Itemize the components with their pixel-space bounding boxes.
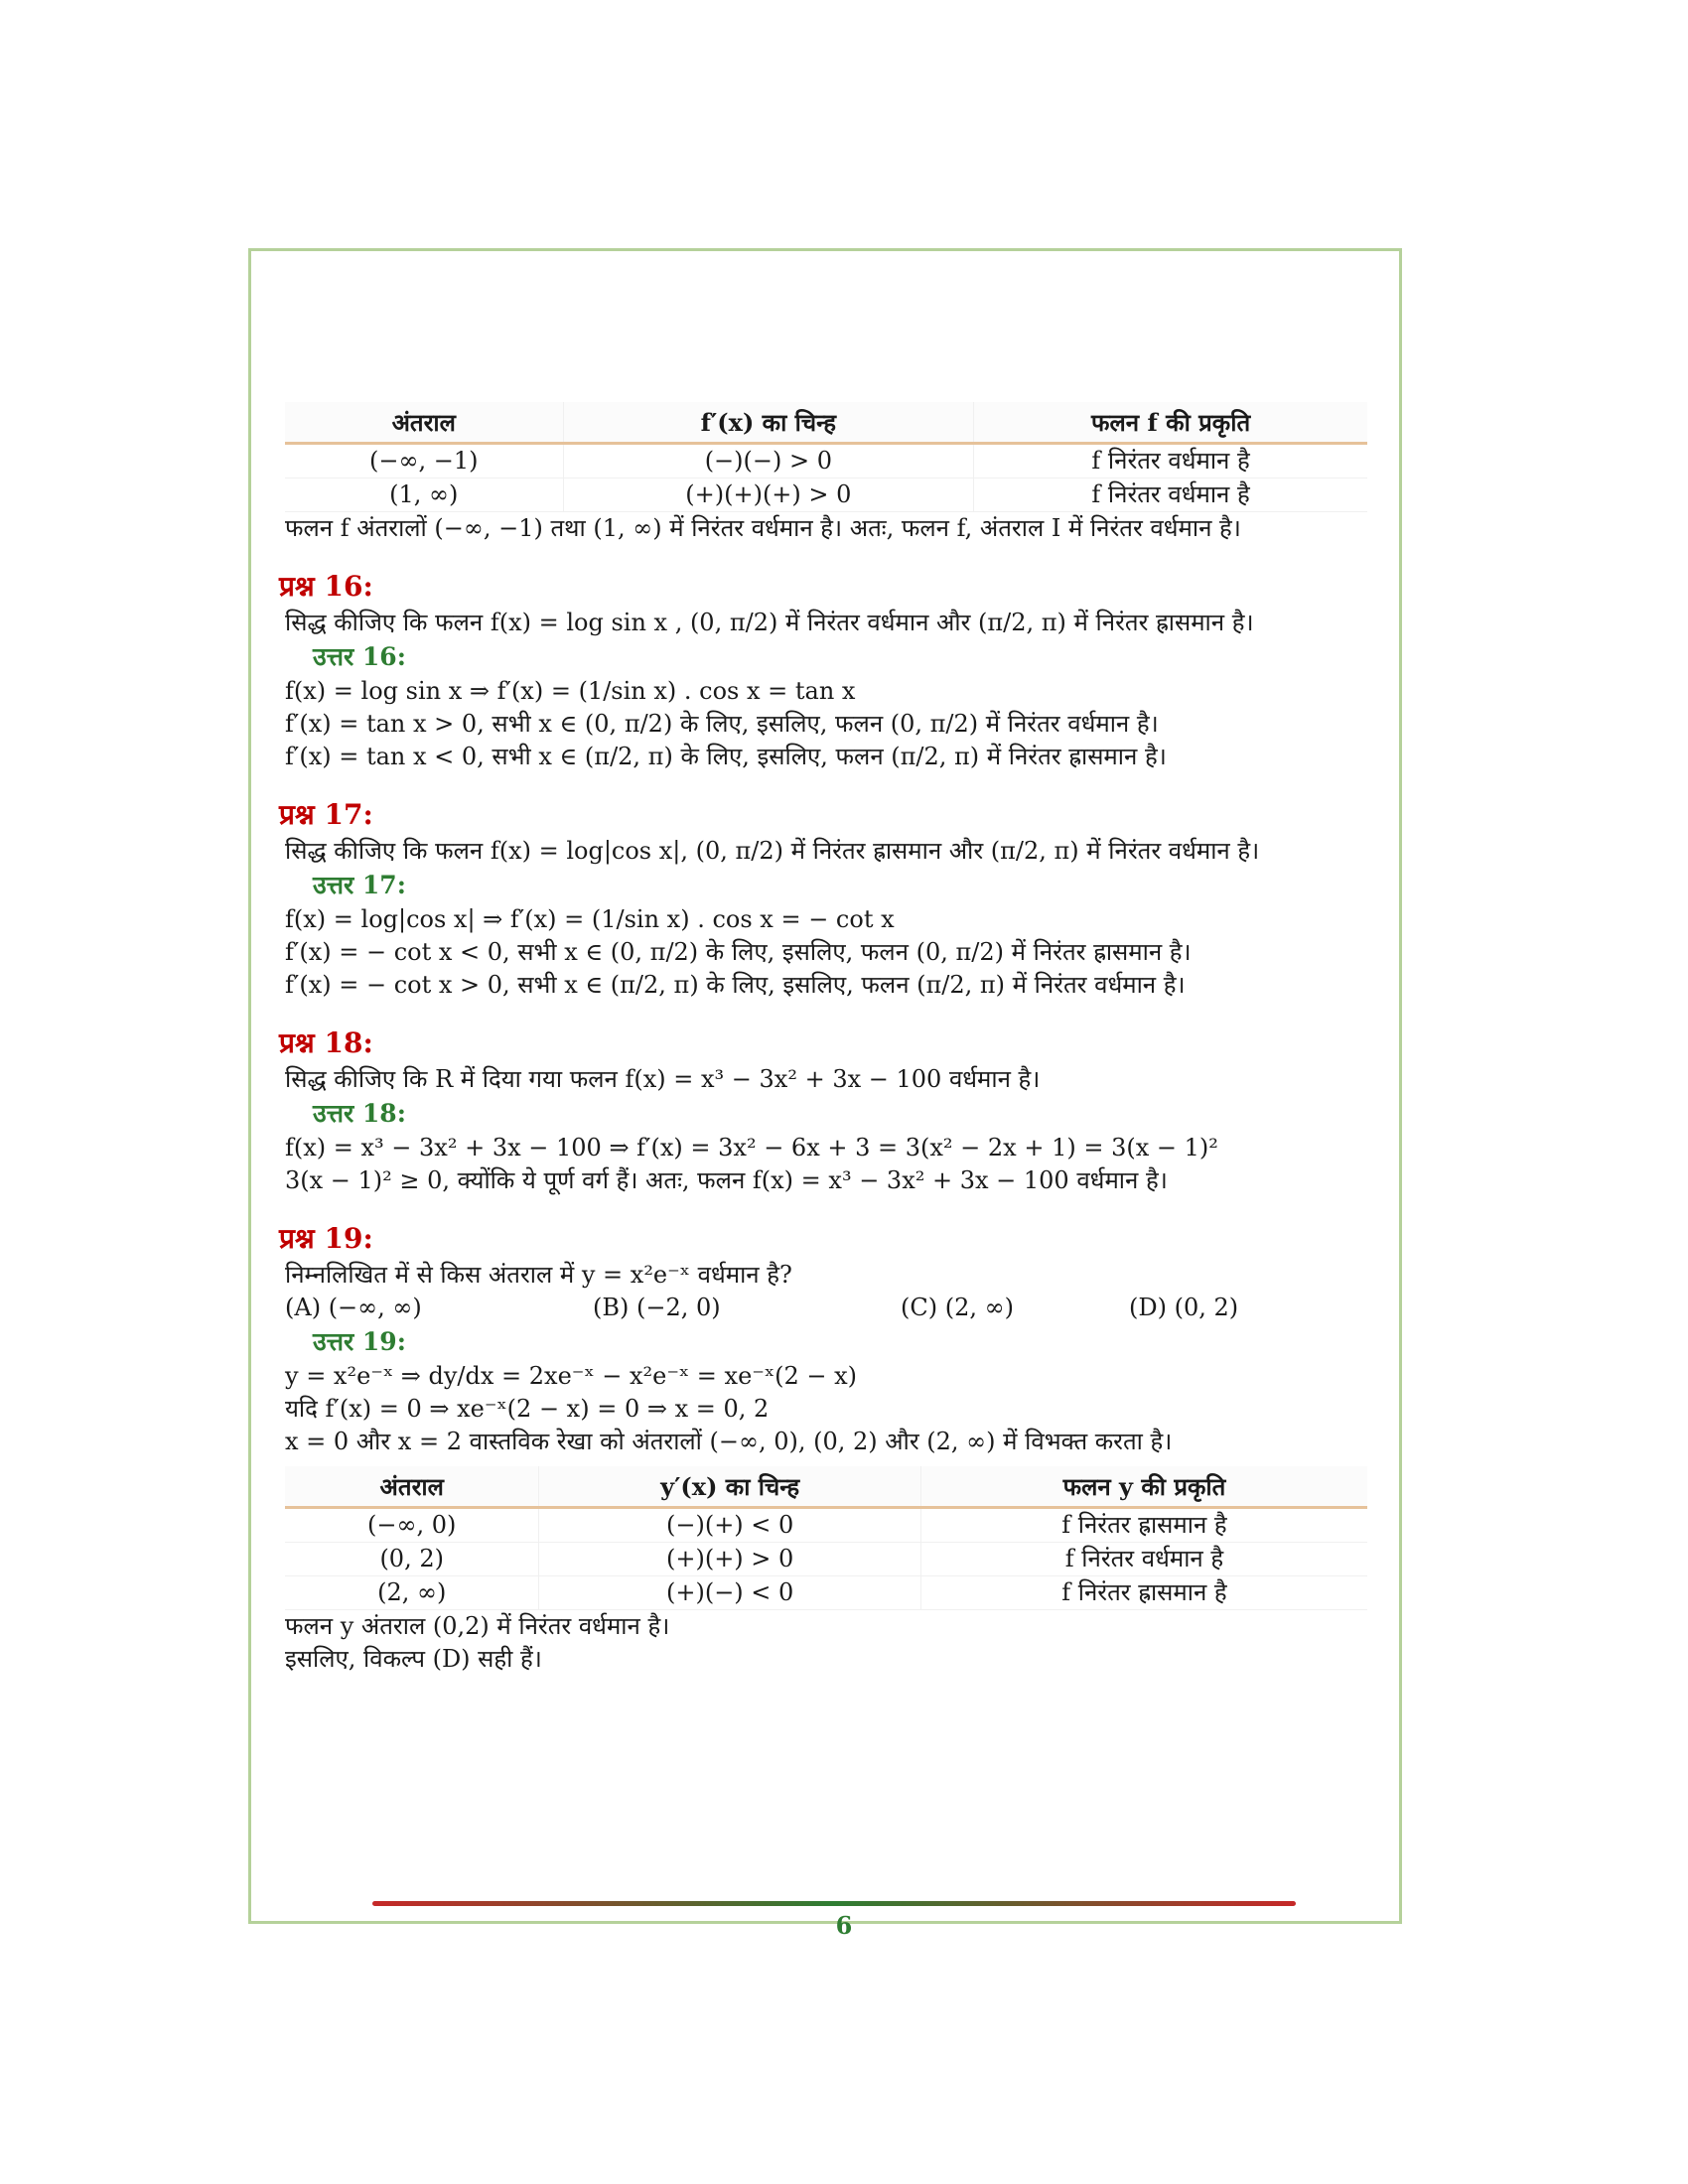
answer-17-line: f′(x) = − cot x > 0, सभी x ∈ (π/2, π) के लिए, इसलिए, फलन (π/2, π) में निरंतर वर्धमान है। (285, 971, 1186, 999)
answer-16-title: उत्तर 16: (313, 642, 406, 671)
table-header-row (285, 402, 1367, 444)
option-b: (B) (−2, 0) (593, 1294, 721, 1321)
footer-divider (372, 1901, 1296, 1906)
question-18-text: सिद्ध कीजिए कि R में दिया गया फलन f(x) = x³ − 3x² + 3x − 100 वर्धमान है। (285, 1065, 1041, 1093)
question-19-text: निम्नलिखित में से किस अंतराल में y = x²e⁻ˣ वर्धमान है? (285, 1261, 792, 1289)
table-cell: f निरंतर वर्धमान है (920, 1543, 1367, 1576)
table-row (285, 444, 1367, 478)
page-content (279, 402, 1377, 1676)
question-18-title: प्रश्न 18: (279, 1026, 373, 1059)
question-19-title: प्रश्न 19: (279, 1222, 373, 1255)
table-header: y′(x) का चिन्ह (539, 1466, 920, 1508)
answer-19-line: y = x²e⁻ˣ ⇒ dy/dx = 2xe⁻ˣ − x²e⁻ˣ = xe⁻ˣ(2 − x) (285, 1362, 858, 1390)
table-row (285, 1576, 1367, 1610)
table-cell: (0, 2) (285, 1543, 539, 1576)
interval-table-2 (285, 1466, 1367, 1610)
answer-19-title: उत्तर 19: (313, 1327, 406, 1356)
table-cell: f निरंतर ह्रासमान है (920, 1508, 1367, 1543)
table-row (285, 1543, 1367, 1576)
table-row (285, 478, 1367, 512)
table-cell: f निरंतर ह्रासमान है (920, 1576, 1367, 1610)
answer-17-line: f(x) = log|cos x| ⇒ f′(x) = (1/sin x) . cos x = − cot x (285, 905, 895, 933)
table-header: फलन f की प्रकृति (974, 402, 1367, 444)
answer-17-line: f′(x) = − cot x < 0, सभी x ∈ (0, π/2) के लिए, इसलिए, फलन (0, π/2) में निरंतर ह्रासमान है। (285, 938, 1192, 966)
page-number: 6 (835, 1911, 853, 1940)
question-17-text: सिद्ध कीजिए कि फलन f(x) = log|cos x|, (0, π/2) में निरंतर ह्रासमान और (π/2, π) में निरंतर वर्धमान है। (285, 837, 1260, 865)
table-cell: (2, ∞) (285, 1576, 539, 1610)
final-answer: इसलिए, विकल्प (D) सही हैं। (285, 1645, 542, 1673)
table-cell: (−∞, −1) (285, 444, 563, 478)
option-a: (A) (−∞, ∞) (285, 1294, 422, 1321)
option-c: (C) (2, ∞) (901, 1294, 1014, 1321)
table-cell: (−)(−) > 0 (563, 444, 974, 478)
table-header: f′(x) का चिन्ह (563, 402, 974, 444)
answer-19-line: यदि f′(x) = 0 ⇒ xe⁻ˣ(2 − x) = 0 ⇒ x = 0, 2 (285, 1395, 770, 1423)
table-header-row (285, 1466, 1367, 1508)
table-row (285, 1508, 1367, 1543)
table-header: अंतराल (285, 402, 563, 444)
interval-table-1 (285, 402, 1367, 512)
question-16-text: सिद्ध कीजिए कि फलन f(x) = log sin x , (0, π/2) में निरंतर वर्धमान और (π/2, π) में निरंतर ह्रासमान है। (285, 609, 1254, 636)
answer-19-line: x = 0 और x = 2 वास्तविक रेखा को अंतरालों (−∞, 0), (0, 2) और (2, ∞) में विभक्त करता है। (285, 1428, 1173, 1455)
question-19-options (285, 1292, 1377, 1324)
question-17-title: प्रश्न 17: (279, 798, 373, 831)
table-header: फलन y की प्रकृति (920, 1466, 1367, 1508)
answer-18-line: f(x) = x³ − 3x² + 3x − 100 ⇒ f′(x) = 3x² − 6x + 3 = 3(x² − 2x + 1) = 3(x − 1)² (285, 1134, 1218, 1161)
answer-16-line: f′(x) = tan x > 0, सभी x ∈ (0, π/2) के लिए, इसलिए, फलन (0, π/2) में निरंतर वर्धमान है। (285, 710, 1159, 738)
table-cell: f निरंतर वर्धमान है (974, 478, 1367, 512)
table-cell: (+)(−) < 0 (539, 1576, 920, 1610)
table2-conclusion: फलन y अंतराल (0,2) में निरंतर वर्धमान है। (285, 1612, 670, 1640)
answer-18-line: 3(x − 1)² ≥ 0, क्योंकि ये पूर्ण वर्ग हैं। अतः, फलन f(x) = x³ − 3x² + 3x − 100 वर्धमान है। (285, 1166, 1168, 1194)
table-cell: (+)(+) > 0 (539, 1543, 920, 1576)
table-cell: (−∞, 0) (285, 1508, 539, 1543)
question-16-title: प्रश्न 16: (279, 570, 373, 603)
answer-16-line: f′(x) = tan x < 0, सभी x ∈ (π/2, π) के लिए, इसलिए, फलन (π/2, π) में निरंतर ह्रासमान है। (285, 743, 1167, 770)
answer-18-title: उत्तर 18: (313, 1099, 406, 1128)
table-cell: (1, ∞) (285, 478, 563, 512)
option-d: (D) (0, 2) (1129, 1294, 1239, 1321)
table-cell: (−)(+) < 0 (539, 1508, 920, 1543)
table-cell: f निरंतर वर्धमान है (974, 444, 1367, 478)
table1-conclusion: फलन f अंतरालों (−∞, −1) तथा (1, ∞) में निरंतर वर्धमान है। अतः, फलन f, अंतराल I में निरंतर वर्धमान है। (285, 514, 1241, 542)
answer-17-title: उत्तर 17: (313, 871, 406, 899)
table-header: अंतराल (285, 1466, 539, 1508)
answer-16-line: f(x) = log sin x ⇒ f′(x) = (1/sin x) . cos x = tan x (285, 677, 856, 705)
table-cell: (+)(+)(+) > 0 (563, 478, 974, 512)
